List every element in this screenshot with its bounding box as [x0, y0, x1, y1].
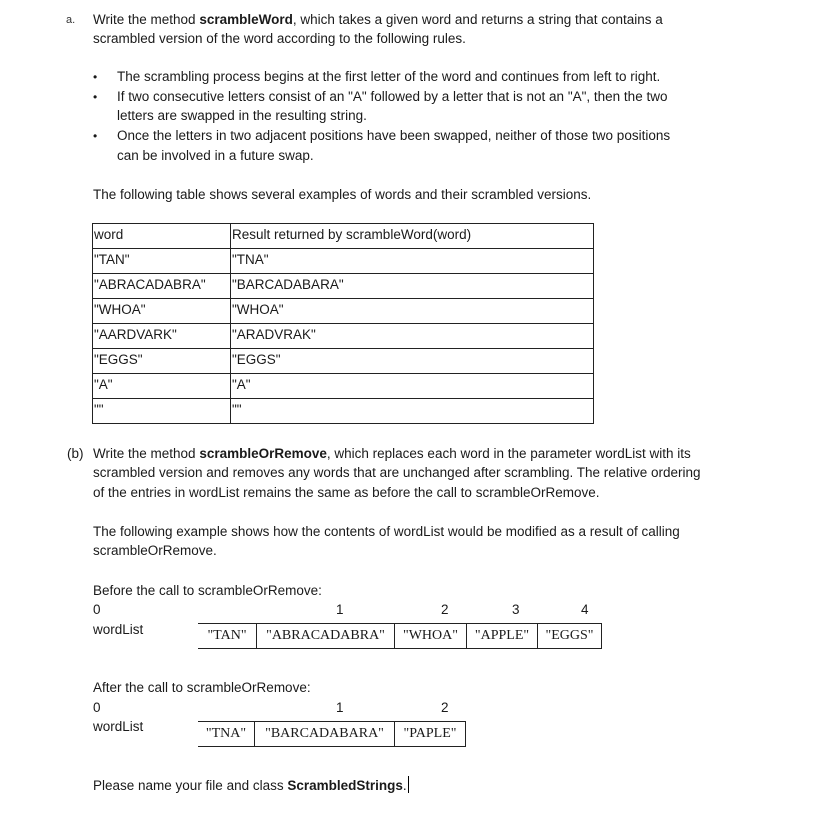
array-cell: "APPLE" [467, 624, 538, 648]
examples-table [92, 223, 594, 424]
footer-text: Please name your file and class [93, 778, 288, 793]
array-cell: "BARCADABARA" [255, 722, 395, 746]
after-list-name: wordList [93, 719, 144, 734]
bullet-icon: • [93, 90, 98, 104]
footer-text: . [402, 778, 407, 793]
after-wordlist-array [198, 721, 466, 747]
intro-text: , which takes a given word and returns a string that contains a [292, 12, 663, 27]
cell-word: "TAN" [93, 249, 231, 274]
before-index-3: 3 [512, 602, 520, 617]
array-cell: "WHOA" [395, 624, 467, 648]
after-index-0: 0 [93, 700, 101, 715]
rule-3-line2: can be involved in a future swap. [117, 148, 314, 163]
rule-1-line1: The scrambling process begins at the first letter of the word and continues from left to right. [117, 69, 661, 84]
class-name: ScrambledStrings [287, 778, 403, 793]
table-row [93, 249, 594, 274]
table-row [93, 374, 594, 399]
cell-word: "" [93, 399, 231, 424]
intro-text: Write the method [93, 12, 200, 27]
intro-text: , which replaces each word in the parameter wordList with its [326, 446, 691, 461]
table-intro: The following table shows several examples of words and their scrambled versions. [93, 187, 592, 202]
example-intro-line2: scrambleOrRemove. [93, 543, 217, 558]
after-index-1: 1 [336, 700, 344, 715]
part-a-intro-line1 [93, 10, 663, 30]
array-cell: "TAN" [198, 624, 257, 648]
cell-result: "WHOA" [231, 299, 594, 324]
header-word: word [93, 224, 231, 249]
before-index-2: 2 [441, 602, 449, 617]
cell-result: "" [231, 399, 594, 424]
before-index-0: 0 [93, 602, 101, 617]
after-index-2: 2 [441, 700, 449, 715]
footer-instruction [93, 776, 409, 796]
cell-result: "TNA" [231, 249, 594, 274]
part-b-intro-line1 [93, 444, 691, 464]
table-row [93, 299, 594, 324]
array-cell: "PAPLE" [395, 722, 466, 746]
rule-2-line2: letters are swapped in the resulting string. [117, 108, 367, 123]
intro-text: Write the method [93, 446, 200, 461]
before-wordlist-array [198, 623, 602, 649]
cell-word: "EGGS" [93, 349, 231, 374]
header-result: Result returned by scrambleWord(word) [231, 224, 594, 249]
array-cell: "TNA" [198, 722, 255, 746]
cell-word: "WHOA" [93, 299, 231, 324]
before-index-1: 1 [336, 602, 344, 617]
part-b-intro-line2: scrambled version and removes any words that are unchanged after scrambling. The relative ordering [93, 465, 701, 480]
table-row [93, 324, 594, 349]
array-cell: "ABRACADABRA" [257, 624, 395, 648]
rule-2-line1: If two consecutive letters consist of an "A" followed by a letter that is not an "A", then the two [117, 89, 668, 104]
cell-result: "BARCADABARA" [231, 274, 594, 299]
cell-result: "EGGS" [231, 349, 594, 374]
part-b-intro-line3: of the entries in wordList remains the same as before the call to scrambleOrRemove. [93, 485, 600, 500]
method-name-scrambleorremove: scrambleOrRemove [199, 446, 327, 461]
before-list-name: wordList [93, 622, 144, 637]
cell-result: "A" [231, 374, 594, 399]
before-index-4: 4 [581, 602, 589, 617]
part-a-intro-line2: scrambled version of the word according to the following rules. [93, 31, 466, 46]
bullet-icon: • [93, 129, 98, 143]
after-label: After the call to scrambleOrRemove: [93, 680, 311, 695]
part-a-marker: a. [66, 14, 76, 26]
cell-word: "ABRACADABRA" [93, 274, 231, 299]
text-cursor [408, 776, 409, 793]
before-label: Before the call to scrambleOrRemove: [93, 583, 322, 598]
table-row [93, 274, 594, 299]
part-b-marker: (b) [67, 446, 84, 461]
method-name-scrambleword: scrambleWord [199, 12, 293, 27]
cell-result: "ARADVRAK" [231, 324, 594, 349]
example-intro-line1: The following example shows how the contents of wordList would be modified as a result of calling [93, 524, 680, 539]
table-row [93, 399, 594, 424]
table-row [93, 349, 594, 374]
table-header-row [93, 224, 594, 249]
cell-word: "AARDVARK" [93, 324, 231, 349]
rule-3-line1: Once the letters in two adjacent positions have been swapped, neither of those two positions [117, 128, 671, 143]
cell-word: "A" [93, 374, 231, 399]
array-cell: "EGGS" [538, 624, 602, 648]
bullet-icon: • [93, 70, 98, 84]
